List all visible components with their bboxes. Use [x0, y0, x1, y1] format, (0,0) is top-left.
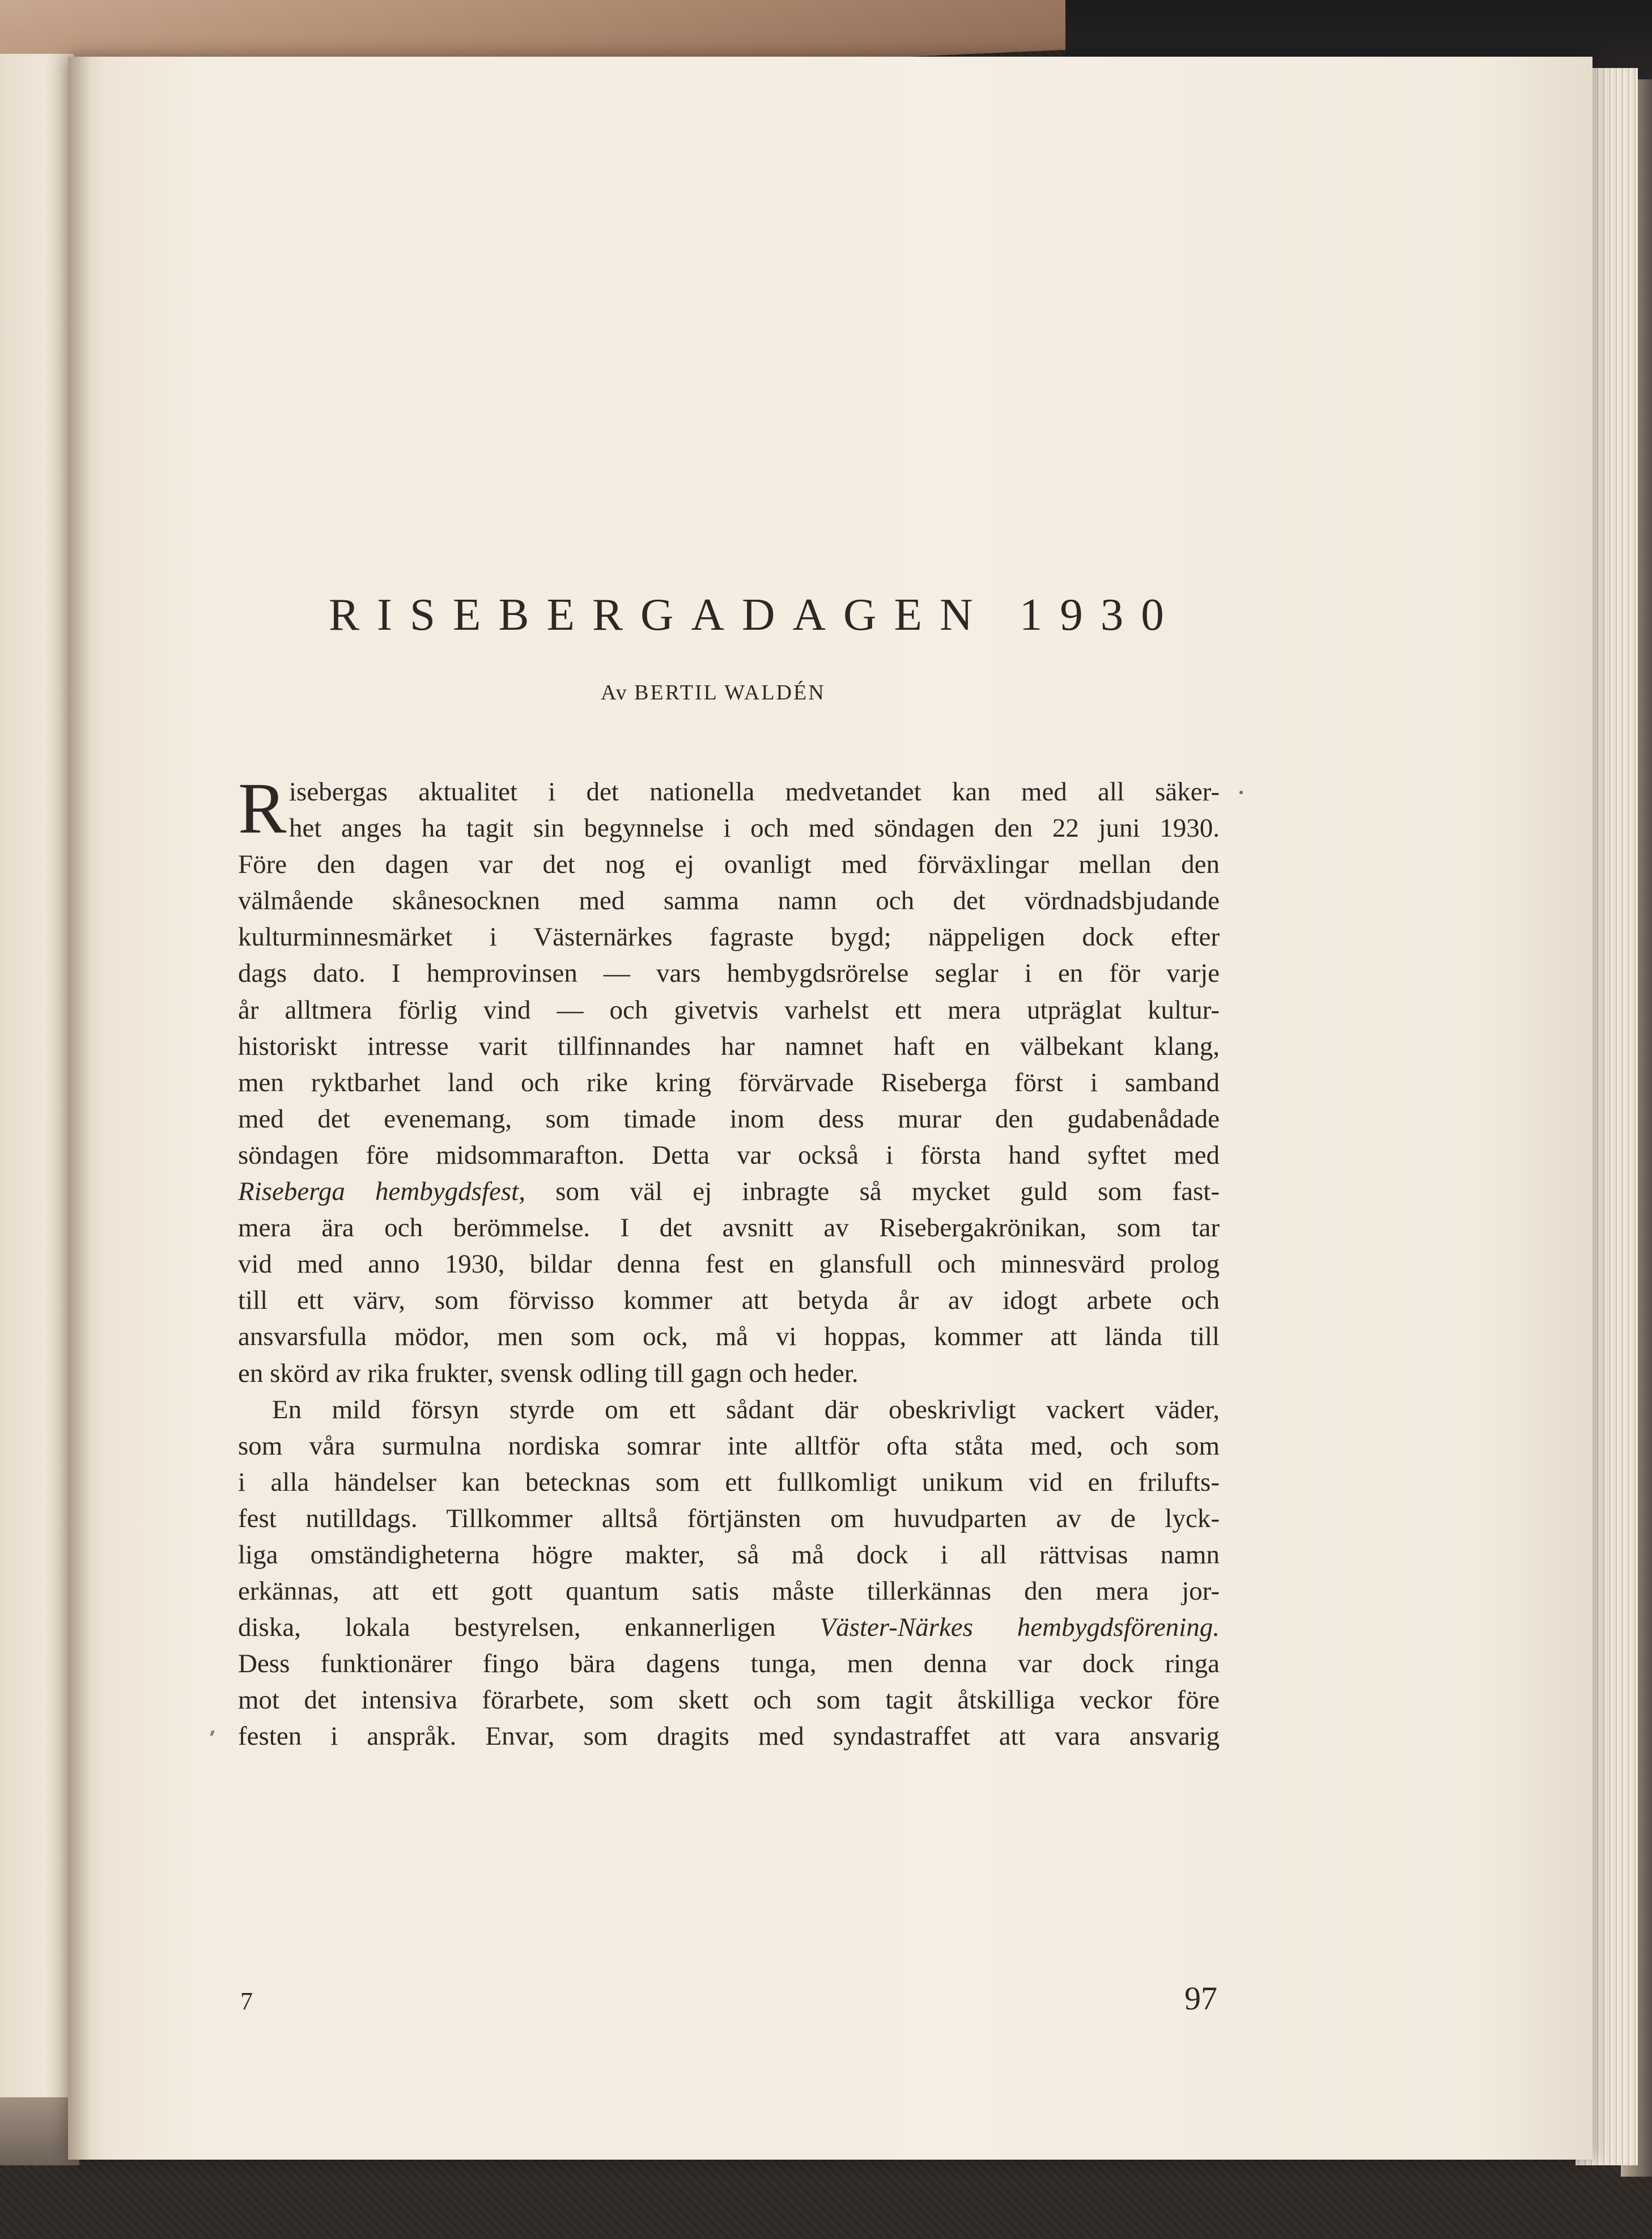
body-line	[238, 1609, 1220, 1646]
body-line-text: isebergas aktualitet i det nationella medvetandet kan med all säker-	[289, 777, 1220, 807]
drop-cap: R	[238, 768, 287, 849]
italic-phrase: Riseberga hembygdsfest,	[238, 1177, 525, 1207]
body-line: festen i anspråk. Envar, som dragits med syndastraffet att vara ansvarig	[238, 1721, 1220, 1752]
book-spine-bottom	[0, 2097, 79, 2165]
article-body	[238, 768, 1220, 1755]
body-line: men ryktbarhet land och rike kring förvärvade Riseberga först i samband	[238, 1067, 1220, 1097]
page-number: 97	[1184, 1980, 1217, 2017]
body-line: erkännas, att ett gott quantum satis måste tillerkännas den mera jor-	[238, 1576, 1220, 1606]
body-line: mera ära och berömmelse. I det avsnitt av Risebergakrönikan, som tar	[238, 1213, 1220, 1243]
body-line: kulturminnesmärket i Västernärkes fagraste bygd; näppeligen dock efter	[238, 922, 1220, 952]
body-line: med det evenemang, som timade inom dess murar den gudabenådade	[238, 1104, 1220, 1134]
page-gutter-shadow	[68, 57, 91, 2160]
body-line	[238, 1173, 1220, 1210]
body-line: i alla händelser kan betecknas som ett fullkomligt unikum vid en frilufts-	[238, 1467, 1220, 1497]
byline-author: BERTIL WALDÉN	[634, 681, 826, 705]
body-line: dags dato. I hemprovinsen — vars hembygdsrörelse seglar i en för varje	[238, 959, 1220, 989]
byline	[601, 680, 941, 705]
body-line: söndagen före midsommarafton. Detta var också i första hand syftet med	[238, 1140, 1220, 1170]
body-line-text: diska, lokala bestyrelsen, enkannerligen	[238, 1613, 820, 1643]
body-line: en skörd av rika frukter, svensk odling till gagn och heder.	[238, 1358, 859, 1388]
body-line-text: som väl ej inbragte så mycket guld som fast-	[525, 1177, 1220, 1207]
body-line: En mild försyn styrde om ett sådant där obeskrivligt vackert väder,	[272, 1394, 1220, 1424]
body-line: fest nutilldags. Tillkommer alltså förtjänsten om huvudparten av de lyck-	[238, 1503, 1220, 1533]
margin-dot	[1239, 791, 1243, 794]
body-line: historiskt intresse varit tillfinnandes har namnet haft en välbekant klang,	[238, 1031, 1220, 1061]
body-line: Dess funktionärer fingo bära dagens tunga, men denna var dock ringa	[238, 1649, 1220, 1679]
signature-mark: 7	[240, 1987, 253, 2015]
byline-prefix: Av	[601, 681, 628, 705]
body-line: ansvarsfulla mödor, men som ock, må vi hoppas, kommer att lända till	[238, 1322, 1220, 1352]
body-line: år alltmera förlig vind — och givetvis varhelst ett mera utpräglat kultur-	[238, 995, 1220, 1025]
italic-phrase: Väster-Närkes hembygdsförening.	[819, 1613, 1220, 1643]
body-line: liga omständigheterna högre makter, så må dock i all rättvisas namn	[238, 1540, 1220, 1570]
article-title: RISEBERGADAGEN 1930	[329, 589, 1182, 640]
left-page-edge	[0, 54, 74, 2123]
body-line: till ett värv, som förvisso kommer att betyda år av idogt arbete och	[238, 1286, 1220, 1316]
body-line: mot det intensiva förarbete, som skett och som tagit åtskilliga veckor före	[238, 1685, 1220, 1715]
body-line: vid med anno 1930, bildar denna fest en glansfull och minnesvärd prolog	[238, 1249, 1220, 1279]
body-line: välmående skånesocknen med samma namn och det vördnadsbjudande	[238, 886, 1220, 916]
body-line: Före den dagen var det nog ej ovanligt med förväxlingar mellan den	[238, 850, 1220, 880]
body-line: het anges ha tagit sin begynnelse i och med söndagen den 22 juni 1930.	[289, 813, 1220, 843]
body-line: som våra surmulna nordiska somrar inte alltför ofta ståta med, och som	[238, 1431, 1220, 1461]
